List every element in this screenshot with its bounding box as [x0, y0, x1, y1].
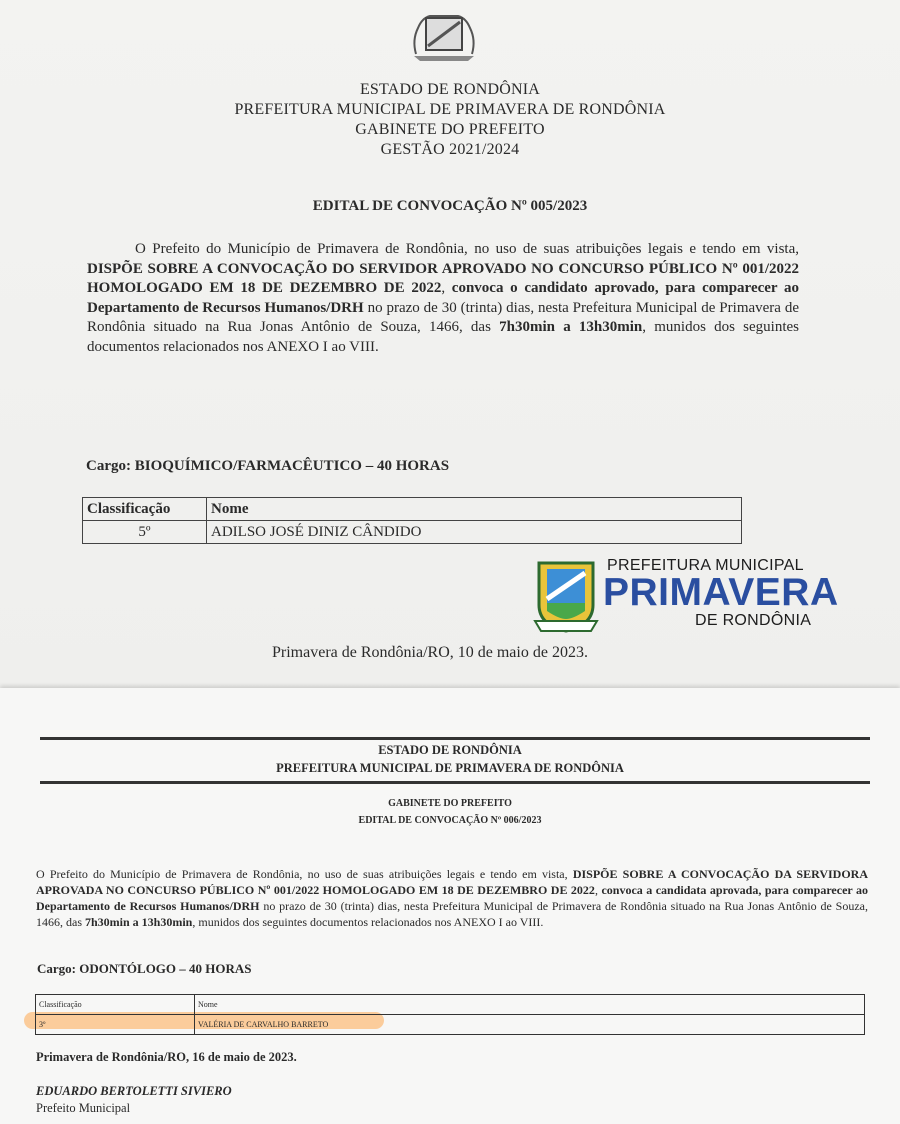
- term-header: GESTÃO 2021/2024: [380, 141, 520, 158]
- state-header-2: ESTADO DE RONDÔNIA: [378, 743, 522, 757]
- candidates-table: [82, 497, 742, 544]
- signatory-name: EDUARDO BERTOLETTI SIVIERO: [36, 1084, 232, 1098]
- cell-name: VALÉRIA DE CARVALHO BARRETO: [195, 1015, 865, 1035]
- candidates-table-2: [35, 994, 865, 1035]
- prefeitura-logo: [533, 555, 839, 635]
- shield-emblem-icon: [533, 555, 599, 635]
- edital-body: O Prefeito do Município de Primavera de Rondônia, no uso de suas atribuições legais e tendo em vista, DISPÕE SOBRE A CONVOCAÇÃO DO SERVIDOR APROVADO NO CONCURSO PÚBLICO Nº 001/2022 HOMOLOGADO EM 18 DE DEZEMBRO DE 2022, convoca o candidato aprovado, para comparecer ao Departamento de Recursos Humanos/DRH no prazo de 30 (trinta) dias, nesta Prefeitura Municipal de Primavera de Rondônia situado na Rua Jonas Antônio de Souza, 1466, das 7h30min a 13h30min, munidos dos seguintes documentos relacionados nos ANEXO I ao VIII.: [87, 241, 800, 355]
- column-header-classification: Classificação: [36, 995, 195, 1015]
- cargo-title-2: Cargo: ODONTÓLOGO – 40 HORAS: [37, 961, 252, 976]
- coat-of-arms-icon: [408, 10, 480, 62]
- cell-classification: 5º: [83, 521, 207, 544]
- table-row: [83, 521, 742, 544]
- state-header: ESTADO DE RONDÔNIA: [359, 81, 541, 98]
- signatory-role: Prefeito Municipal: [36, 1101, 131, 1115]
- city-header: PREFEITURA MUNICIPAL DE PRIMAVERA DE RONDÔNIA: [234, 101, 666, 118]
- edital-title: EDITAL DE CONVOCAÇÃO Nº 005/2023: [312, 198, 588, 214]
- city-header-2: PREFEITURA MUNICIPAL DE PRIMAVERA DE RONDÔNIA: [276, 761, 624, 775]
- office-header-2: GABINETE DO PREFEITO: [388, 798, 512, 809]
- cell-classification: 3º: [36, 1015, 195, 1035]
- column-header-name: Nome: [207, 498, 742, 521]
- logo-line-1: PREFEITURA MUNICIPAL: [607, 557, 804, 574]
- table-header-row: [36, 995, 865, 1015]
- column-header-classification: Classificação: [83, 498, 207, 521]
- logo-line-3: DE RONDÔNIA: [695, 612, 812, 629]
- edital-body-2: O Prefeito do Município de Primavera de Rondônia, no uso de suas atribuições legais e tendo em vista, DISPÕE SOBRE A CONVOCAÇÃO DA SERVIDORA APROVADA NO CONCURSO PÚBLICO Nº 001/2022 HOMOLOGADO EM 18 DE DEZEMBRO DE 2022, convoca a candidata aprovada, para comparecer ao Departamento de Recursos Humanos/DRH no prazo de 30 (trinta) dias, nesta Prefeitura Municipal de Primavera de Rondônia situado na Rua Jonas Antônio de Souza, 1466, das 7h30min a 13h30min, munidos dos seguintes documentos relacionados nos ANEXO I ao VIII.: [36, 867, 869, 929]
- table-row: [36, 1015, 865, 1035]
- header-rule-top: [40, 737, 870, 740]
- edital-date: Primavera de Rondônia/RO, 10 de maio de 2023.: [272, 644, 588, 661]
- logo-line-2: PRIMAVERA: [603, 571, 839, 614]
- column-header-name: Nome: [195, 995, 865, 1015]
- table-header-row: [83, 498, 742, 521]
- header-rule-bottom: [40, 781, 870, 784]
- cargo-title: Cargo: BIOQUÍMICO/FARMACÊUTICO – 40 HORAS: [86, 458, 450, 474]
- office-header: GABINETE DO PREFEITO: [355, 121, 545, 138]
- edital-title-2: EDITAL DE CONVOCAÇÃO Nº 006/2023: [358, 815, 542, 826]
- edital-date-2: Primavera de Rondônia/RO, 16 de maio de 2023.: [36, 1050, 297, 1064]
- cell-name: ADILSO JOSÉ DINIZ CÂNDIDO: [207, 521, 742, 544]
